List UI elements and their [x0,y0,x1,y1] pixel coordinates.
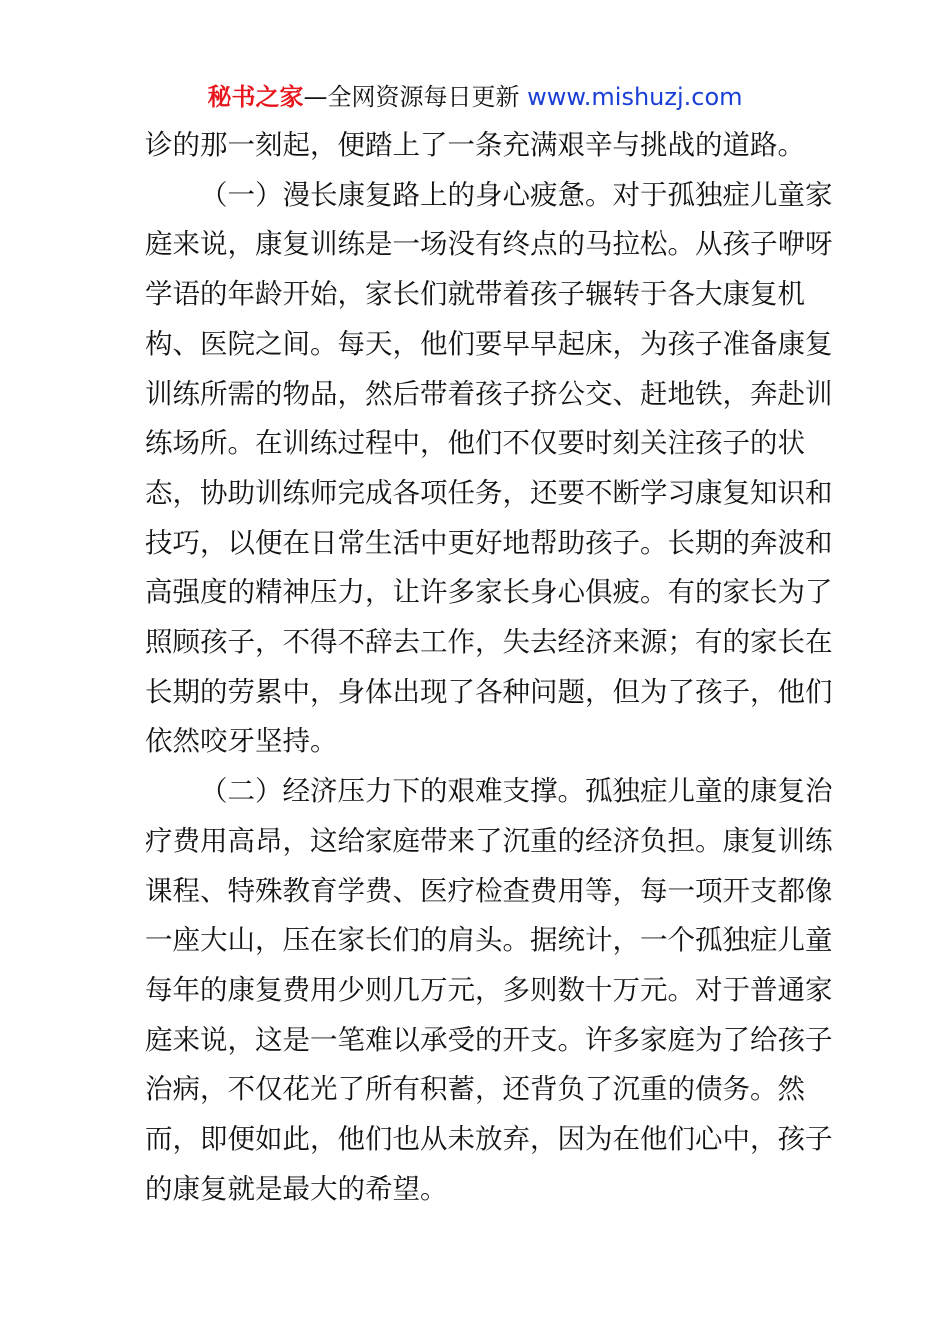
text-line: 课程、特殊教育学费、医疗检查费用等，每一项开支都像 [145,874,833,907]
paragraph-section-two [145,767,833,1214]
text-line: 疗费用高昂，这给家庭带来了沉重的经济负担。康复训练 [145,824,833,857]
text-line: （一）漫长康复路上的身心疲惫。对于孤独症儿童家 [200,178,833,211]
text-line: 练场所。在训练过程中，他们不仅要时刻关注孩子的状 [145,427,805,460]
header-tagline: —全网资源每日更新 [303,83,528,111]
text-line: 庭来说，康复训练是一场没有终点的马拉松。从孩子咿呀 [145,228,833,261]
text-line: （二）经济压力下的艰难支撑。孤独症儿童的康复治 [200,775,833,808]
text-line: 照顾孩子，不得不辞去工作，失去经济来源；有的家长在 [145,626,833,659]
text-line: 庭来说，这是一笔难以承受的开支。许多家庭为了给孩子 [145,1023,833,1056]
website-link[interactable]: www.mishuzj.com [527,83,743,111]
text-line: 高强度的精神压力，让许多家长身心俱疲。有的家长为了 [145,576,833,609]
paragraph-section-one [145,171,833,767]
text-line: 依然咬牙坚持。 [145,725,338,758]
text-line: 治病，不仅花光了所有积蓄，还背负了沉重的债务。然 [145,1073,805,1106]
text-line: 技巧，以便在日常生活中更好地帮助孩子。长期的奔波和 [145,526,833,559]
text-line: 长期的劳累中，身体出现了各种问题，但为了孩子，他们 [145,675,833,708]
brand-name: 秘书之家 [207,83,304,111]
text-line: 学语的年龄开始，家长们就带着孩子辗转于各大康复机 [145,278,805,311]
text-line: 每年的康复费用少则几万元，多则数十万元。对于普通家 [145,973,833,1006]
text-line: 而，即便如此，他们也从未放弃，因为在他们心中，孩子 [145,1123,833,1156]
text-line: 构、医院之间。每天，他们要早早起床，为孩子准备康复 [145,327,833,360]
text-line: 诊的那一刻起，便踏上了一条充满艰辛与挑战的道路。 [145,129,805,161]
text-line: 的康复就是最大的希望。 [145,1172,448,1205]
page-header [0,80,950,114]
text-line: 一座大山，压在家长们的肩头。据统计，一个孤独症儿童 [145,924,833,957]
paragraph-continuation [145,121,805,171]
document-body [145,121,833,1214]
text-line: 训练所需的物品，然后带着孩子挤公交、赶地铁，奔赴训 [145,377,833,410]
text-line: 态，协助训练师完成各项任务，还要不断学习康复知识和 [145,476,833,509]
